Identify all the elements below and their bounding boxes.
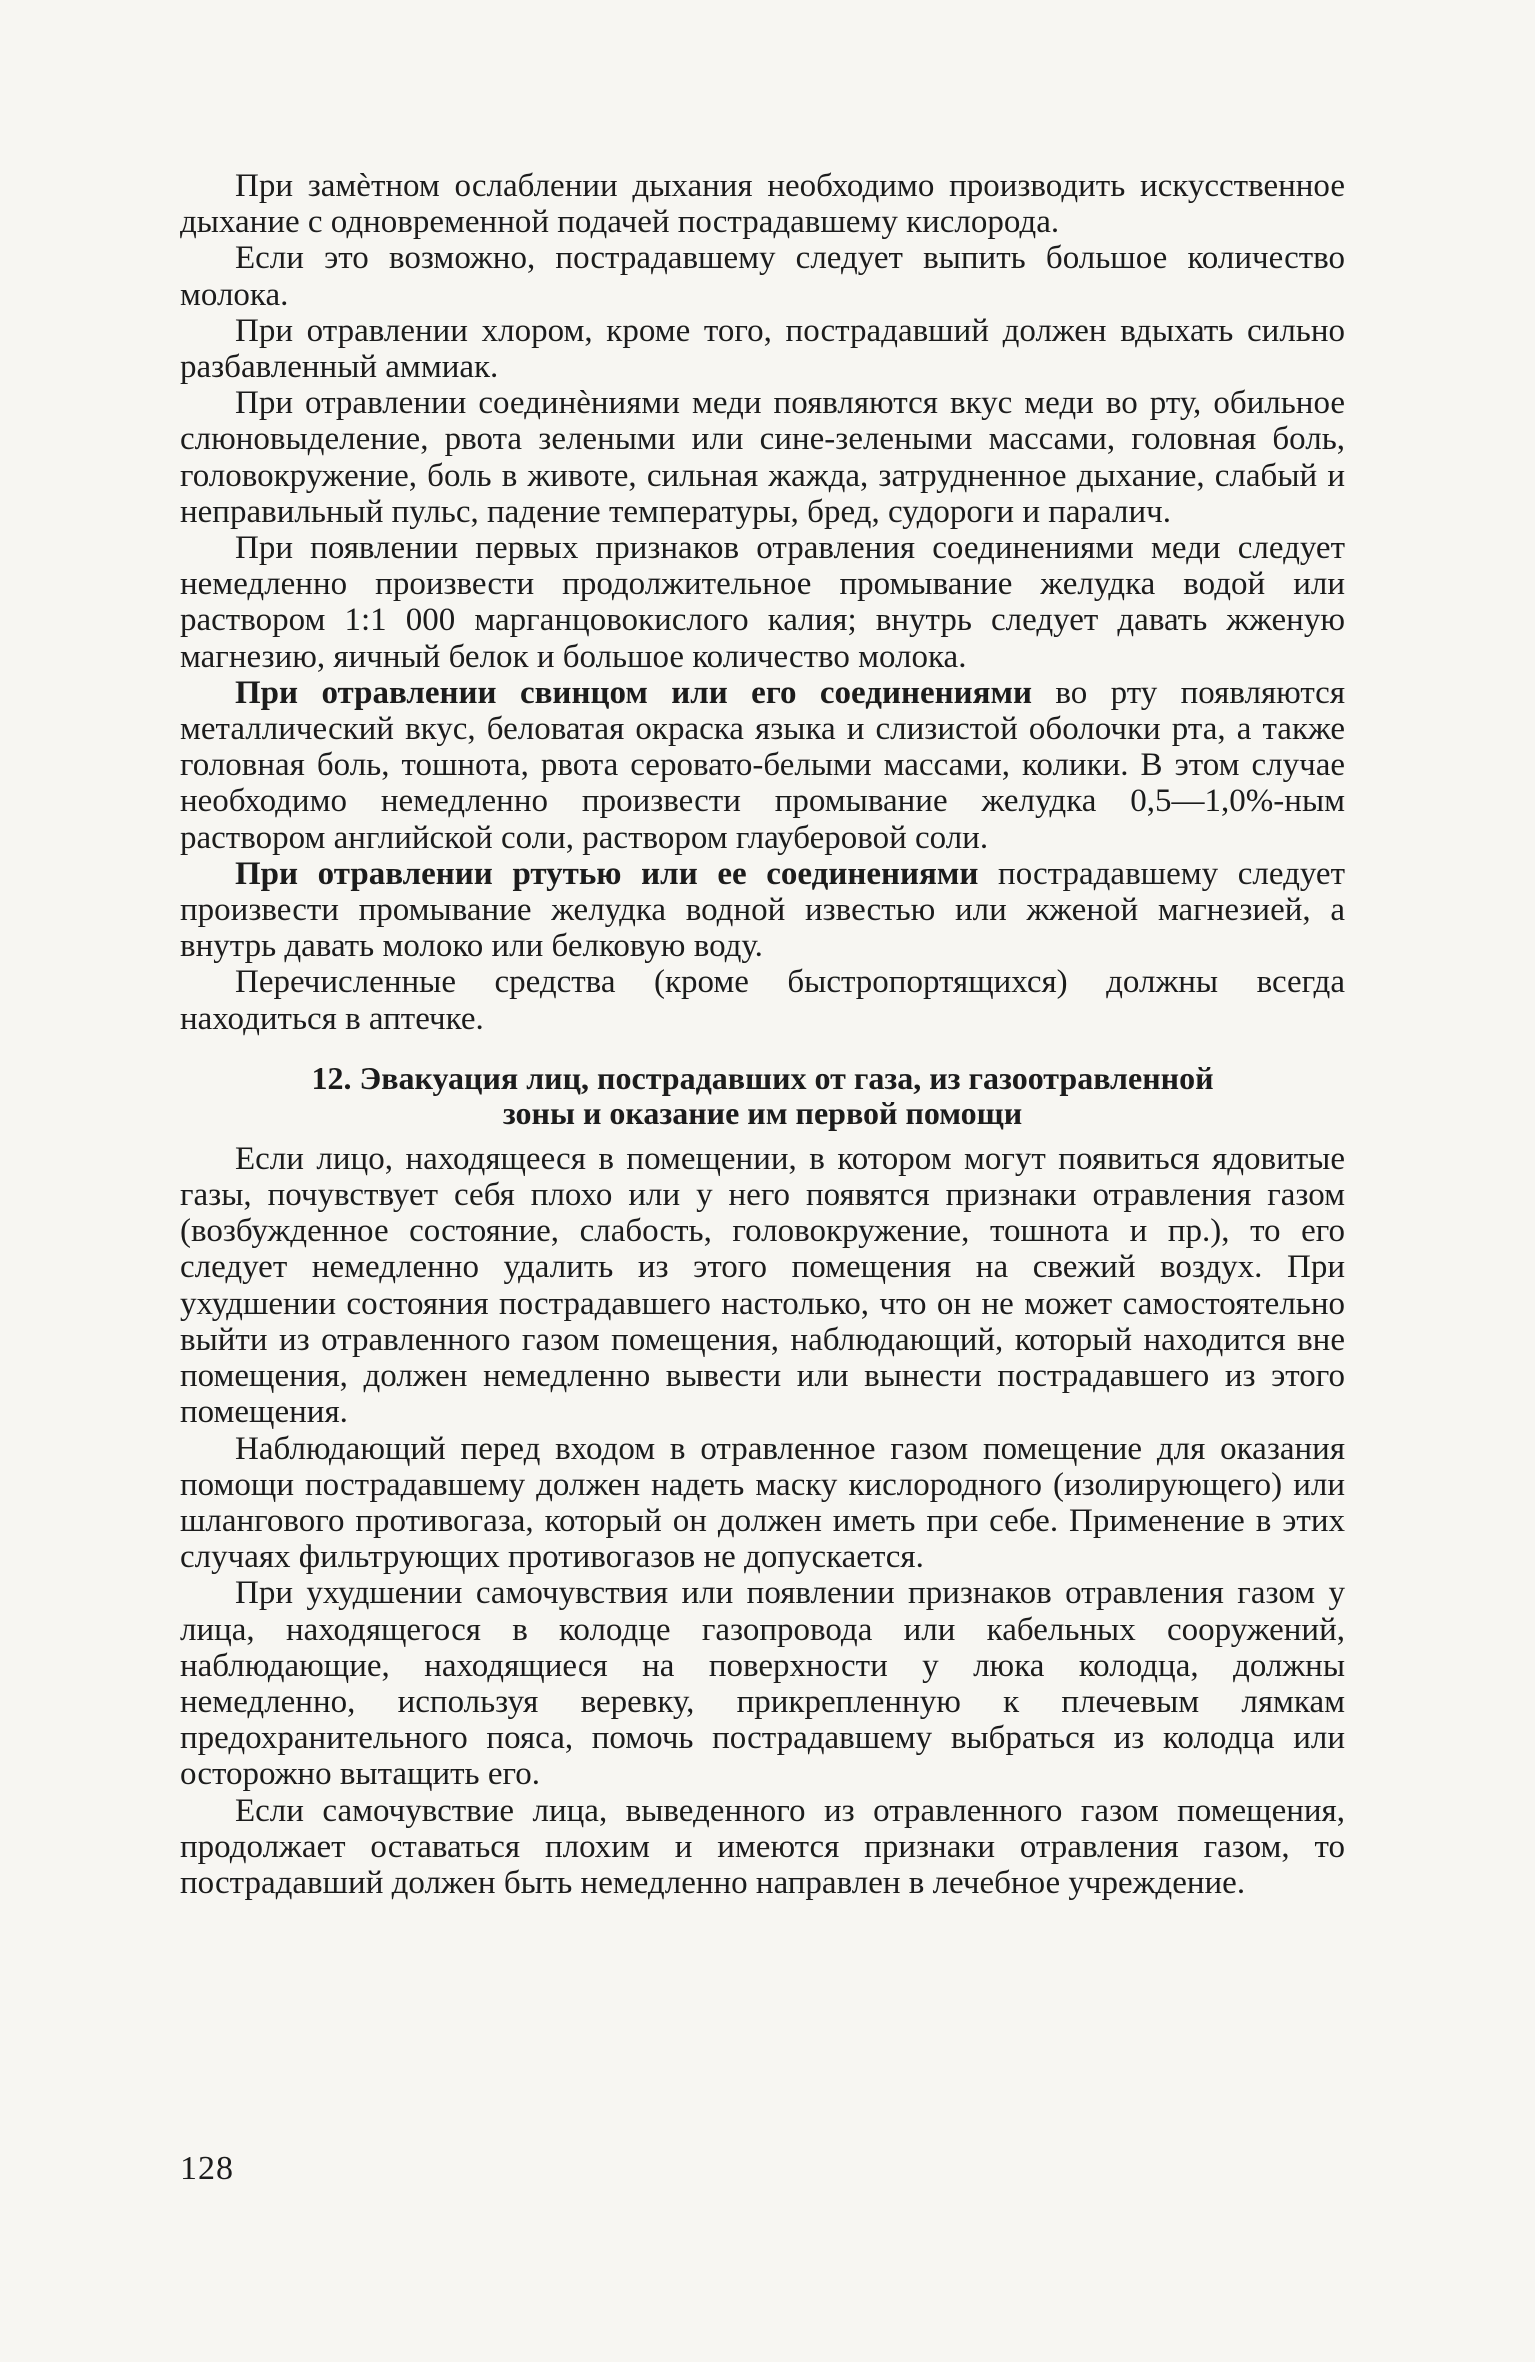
paragraph-text: Если это возможно, пострадавшему следует выпить большое количество молока. [180,240,1345,313]
paragraph [180,675,1345,856]
paragraph-text: пострадавшему следует произвести промывание желудка водной известью или жженой магнезией, а внутрь давать молоко или белковую воду. [180,855,1345,965]
paragraph-text: При замѐтном ослаблении дыхания необходимо производить искусственное дыхание с одновременной подачей пострадавшему кислорода. [180,168,1345,241]
paragraph-text: Наблюдающий перед входом в отравленное газом помещение для оказания помощи пострадавшему должен надеть маску кислородного (изолирующего) или шлангового противогаза, который он должен иметь при себе. Применение в этих случаях фильтрующих противогазов не допускается. [180,1430,1345,1576]
paragraph-text: При ухудшении самочувствия или появлении признаков отравления газом у лица, находящегося в колодце газопровода или кабельных сооружений, наблюдающие, находящиеся на поверхности у люка колодца, должны немедленно, используя веревку, прикрепленную к плечевым лямкам предохранительного пояса, помочь пострадавшему выбраться из колодца или осторожно вытащить его. [180,1575,1345,1793]
paragraph-text: Если лицо, находящееся в помещении, в котором могут появиться ядовитые газы, почувствует себя плохо или у него появятся признаки отравления газом (возбужденное состояние, слабость, головокружение, тошнота и пр.), то его следует немедленно удалить из этого помещения на свежий воздух. При ухудшении состояния пострадавшего настолько, что он не может самостоятельно выйти из отравленного газом помещения, наблюдающий, который находится вне помещения, должен немедленно вывести или вынести пострадавшего из этого помещения. [180,1140,1345,1431]
paragraph-lead-bold: При отравлении ртутью или ее соединениями [235,855,979,892]
section-heading-line: зоны и оказание им первой помощи [502,1094,1023,1131]
text-block [180,168,1345,1901]
page-number: 128 [180,2150,234,2187]
paragraph-text: При отравлении хлором, кроме того, пострадавший должен вдыхать сильно разбавленный аммиак. [180,312,1345,386]
paragraph-text: При появлении первых признаков отравления соединениями меди следует немедленно произвести продолжительное промывание желудка водой или раствором 1:1 000 марганцовокислого калия; внутрь следует давать жженую магнезию, яичный белок и большое количество молока. [180,530,1345,675]
paragraph [180,240,1345,312]
paragraph [180,168,1345,240]
paragraph-text: Перечисленные средства (кроме быстропортящихся) должны всегда находиться в аптечке. [180,964,1345,1037]
paragraph [180,1431,1345,1576]
paragraph-text: во рту появляются металлический вкус, беловатая окраска языка и слизистой оболочки рта, а также головная боль, тошнота, рвота серовато-белыми массами, колики. В этом случае необходимо немедленно произвести промывание желудка 0,5—1,0%-ным раствором английской соли, раствором глауберовой соли. [180,674,1345,856]
paragraph [180,964,1345,1036]
section-heading-line: 12. Эвакуация лиц, пострадавших от газа, из газоотравленной [311,1059,1214,1096]
paragraph [180,1575,1345,1792]
paragraph [180,1141,1345,1431]
paragraph [180,856,1345,965]
paragraph-text: При отравлении соединѐниями меди появляются вкус меди во рту, обильное слюновыделение, рвота зелеными или сине-зелеными массами, головная боль, головокружение, боль в животе, сильная жажда, затрудненное дыхание, слабый и неправильный пульс, падение температуры, бред, судороги и паралич. [180,385,1345,530]
paragraph-lead-bold: При отравлении свинцом или его соединениями [235,674,1032,711]
paragraph [180,1793,1345,1902]
paragraph [180,313,1345,385]
paragraph [180,530,1345,675]
paragraph-text: Если самочувствие лица, выведенного из отравленного газом помещения, продолжает оставаться плохим и имеются признаки отравления газом, то пострадавший должен быть немедленно направлен в лечебное учреждение. [180,1792,1345,1901]
section-heading [180,1061,1345,1131]
paragraph [180,385,1345,530]
